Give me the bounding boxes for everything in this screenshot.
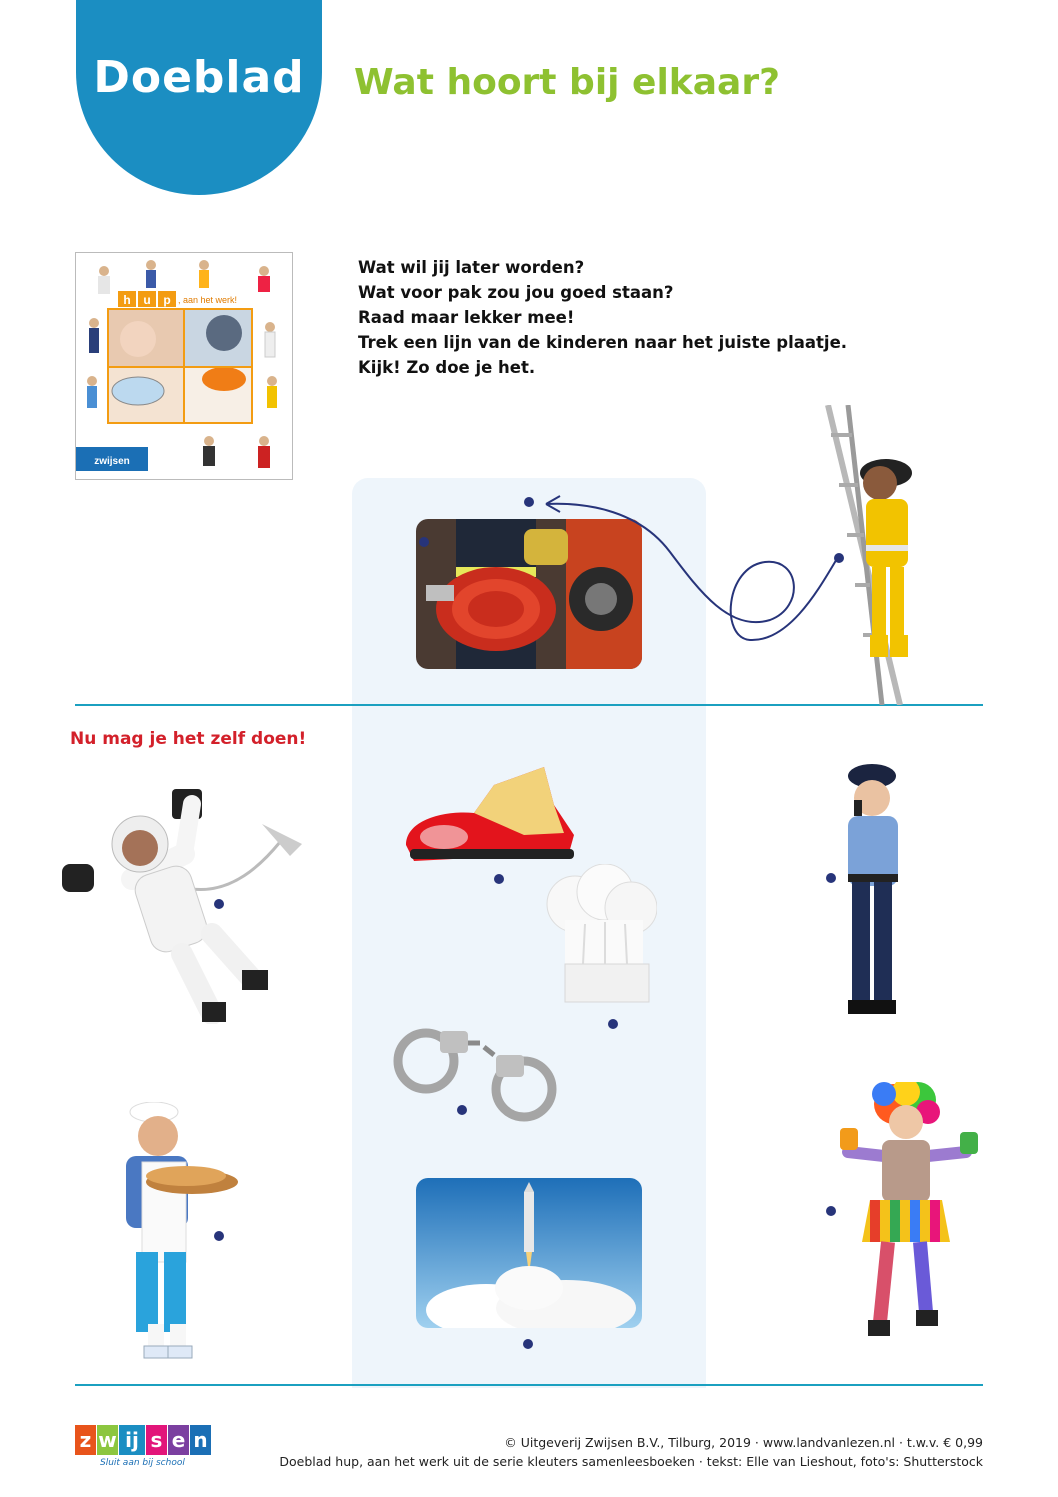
connect-dot[interactable]: [834, 553, 844, 563]
connect-dot[interactable]: [524, 497, 534, 507]
logo-letter: e: [168, 1425, 189, 1455]
handcuffs: [390, 1025, 560, 1125]
connect-dot[interactable]: [214, 1231, 224, 1241]
connect-dot[interactable]: [523, 1339, 533, 1349]
cover-letter-p: p: [163, 293, 171, 307]
cover-letter-h: h: [123, 293, 131, 307]
clown-shoe: [404, 765, 576, 865]
logo-letter: n: [190, 1425, 211, 1455]
instruction-line: Wat voor pak zou jou goed staan?: [358, 283, 674, 302]
instruction-line: Raad maar lekker mee!: [358, 308, 575, 327]
footer-divider: [75, 1384, 983, 1386]
logo-letter: w: [97, 1425, 118, 1455]
badge-label: Doeblad: [93, 52, 305, 103]
instruction-line: Trek een lijn van de kinderen naar het juiste plaatje.: [358, 333, 848, 352]
rocket-photo: [416, 1178, 642, 1328]
connect-dot[interactable]: [826, 1206, 836, 1216]
cover-logo: zwijsen: [94, 456, 130, 467]
page-title: Wat hoort bij elkaar?: [354, 62, 780, 103]
example-arrow-line: [520, 492, 850, 652]
footer-credits: Doeblad hup, aan het werk uit de serie kleuters samenleesboeken · tekst: Elle van Lieshout, foto's: Shutterstock: [279, 1454, 983, 1469]
connect-dot[interactable]: [457, 1105, 467, 1115]
logo-tagline: Sluit aan bij school: [100, 1458, 185, 1468]
book-cover: [75, 252, 293, 480]
chef-hat: [545, 864, 657, 1004]
footer-copyright: © Uitgeverij Zwijsen B.V., Tilburg, 2019 · www.landvanlezen.nl · t.w.v. € 0,99: [504, 1435, 983, 1450]
instruction-line: Wat wil jij later worden?: [358, 258, 585, 277]
logo-letter: ij: [119, 1425, 145, 1455]
clown-child: [834, 1082, 984, 1348]
cover-letter-u: u: [143, 293, 151, 307]
police-child: [840, 762, 912, 1022]
connect-dot[interactable]: [214, 899, 224, 909]
connect-dot[interactable]: [826, 873, 836, 883]
instruction-line: Kijk! Zo doe je het.: [358, 358, 536, 377]
connect-dot[interactable]: [608, 1019, 618, 1029]
cover-illustration: [76, 253, 292, 479]
exercise-subheading: Nu mag je het zelf doen!: [70, 729, 307, 749]
connect-dot[interactable]: [419, 537, 429, 547]
instructions: [358, 255, 847, 380]
connect-dot[interactable]: [494, 874, 504, 884]
astronaut-child: [62, 784, 307, 1024]
cover-banner-suffix: , aan het werk!: [178, 295, 238, 305]
logo-letter: z: [75, 1425, 96, 1455]
logo-letter: s: [146, 1425, 167, 1455]
